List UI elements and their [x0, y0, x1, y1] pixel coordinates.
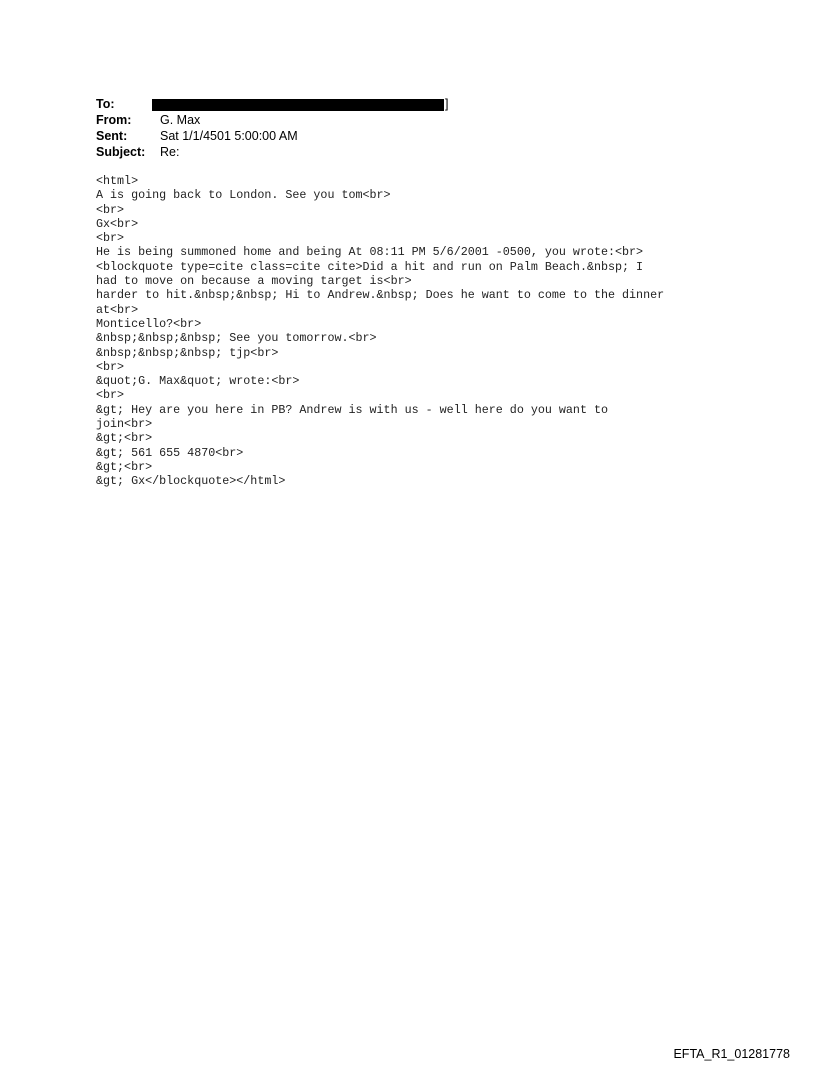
redaction-bar — [152, 99, 444, 111]
body-line: He is being summoned home and being At 08:11 PM 5/6/2001 -0500, you wrote:<br> — [96, 245, 644, 260]
body-line: &nbsp;&nbsp;&nbsp; tjp<br> — [96, 345, 279, 360]
from-label: From: — [96, 113, 132, 127]
body-line: A is going back to London. See you tom<br> — [96, 188, 391, 203]
to-row — [96, 96, 448, 112]
document-id: EFTA_R1_01281778 — [673, 1047, 790, 1061]
body-line: had to move on because a moving target is<br> — [96, 274, 412, 289]
body-line: &gt;<br> — [96, 431, 153, 446]
sent-value: Sat 1/1/4501 5:00:00 AM — [160, 129, 298, 143]
from-row — [96, 112, 448, 128]
body-line: &gt; Hey are you here in PB? Andrew is with us - well here do you want to — [96, 402, 608, 417]
body-line: <br> — [96, 231, 125, 246]
body-line: <br> — [96, 202, 125, 217]
body-line: join<br> — [96, 417, 153, 432]
body-line: Monticello?<br> — [96, 316, 202, 331]
body-line: <br> — [96, 359, 125, 374]
subject-value: Re: — [160, 145, 180, 159]
subject-label: Subject: — [96, 145, 146, 159]
sent-row — [96, 128, 448, 144]
body-line: &gt;<br> — [96, 459, 153, 474]
from-value: G. Max — [160, 113, 201, 127]
to-label: To: — [96, 97, 115, 111]
body-line: Gx<br> — [96, 216, 139, 231]
email-body — [96, 174, 736, 489]
to-value — [160, 96, 448, 112]
body-line: &gt; 561 655 4870<br> — [96, 445, 244, 460]
body-line: &gt; Gx</blockquote></html> — [96, 474, 286, 489]
email-header — [96, 96, 448, 160]
to-suffix: ] — [445, 97, 449, 111]
body-line: &quot;G. Max&quot; wrote:<br> — [96, 374, 300, 389]
body-line: <blockquote type=cite class=cite cite>Did a hit and run on Palm Beach.&nbsp; I — [96, 259, 644, 274]
body-line: <html> — [96, 174, 139, 188]
body-line: harder to hit.&nbsp;&nbsp; Hi to Andrew.&nbsp; Does he want to come to the dinner — [96, 288, 665, 303]
body-line: <br> — [96, 388, 125, 403]
sent-label: Sent: — [96, 129, 128, 143]
body-line: at<br> — [96, 302, 139, 317]
body-line: &nbsp;&nbsp;&nbsp; See you tomorrow.<br> — [96, 331, 377, 346]
subject-row — [96, 144, 448, 160]
